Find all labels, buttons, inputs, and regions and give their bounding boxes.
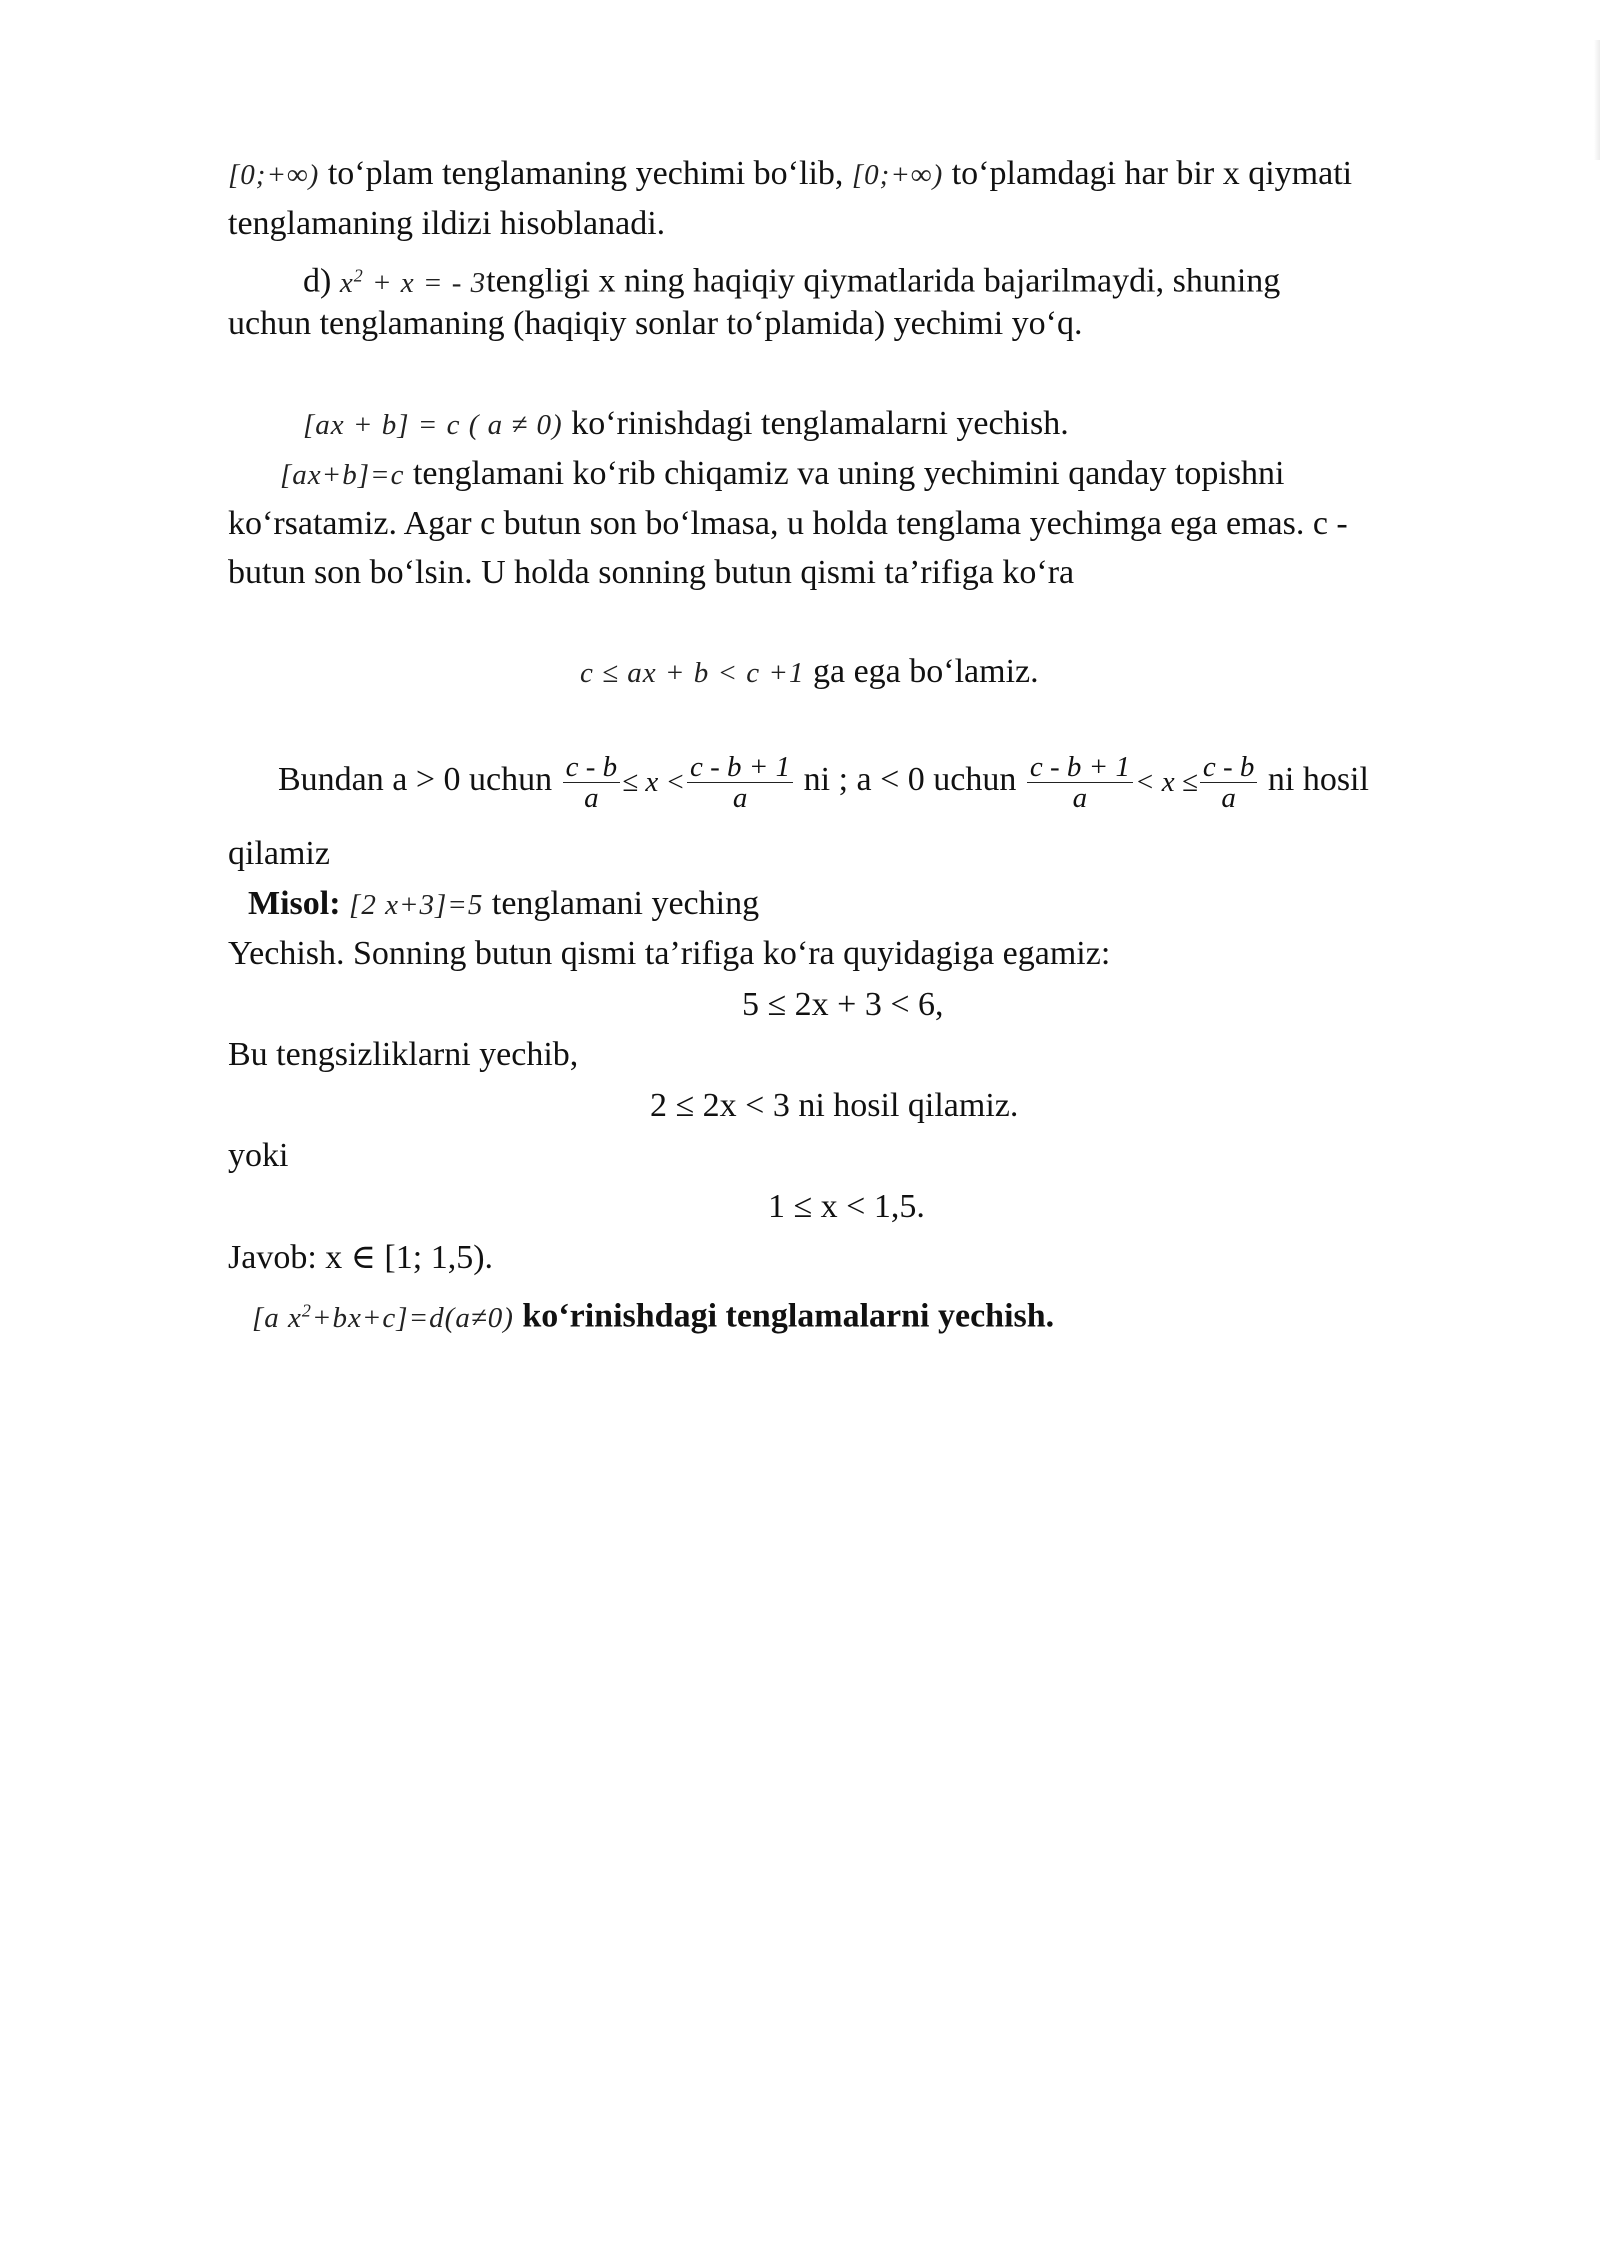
numerator: c - b bbox=[1200, 752, 1258, 783]
interval-formula: [0;+∞) bbox=[851, 159, 944, 191]
inline-formula: [ax+b]=c bbox=[280, 459, 405, 491]
relation: ≤ x < bbox=[622, 766, 686, 799]
answer-line: Javob: x ∈ [1; 1,5). bbox=[228, 1239, 494, 1276]
fraction-1 bbox=[563, 752, 621, 813]
heading-formula bbox=[252, 1302, 514, 1334]
denominator: a bbox=[1221, 781, 1236, 814]
formula-part: +bx+c]=d(a≠0) bbox=[311, 1301, 514, 1334]
exponent: 2 bbox=[353, 265, 364, 285]
text: to‘plam tenglamaning yechimi bo‘lib, bbox=[327, 155, 844, 192]
denominator: a bbox=[584, 781, 599, 814]
paragraph-1-line-1 bbox=[228, 154, 1352, 195]
numerator: c - b + 1 bbox=[1027, 752, 1133, 783]
numerator: c - b + 1 bbox=[687, 752, 793, 783]
section-heading-1 bbox=[303, 404, 1069, 445]
numerator: c - b bbox=[563, 752, 621, 783]
fraction-3 bbox=[1027, 752, 1133, 813]
solution-line-3: yoki bbox=[228, 1137, 289, 1174]
text: tenglamani yeching bbox=[491, 885, 760, 922]
solution-inequality-c: 1 ≤ x < 1,5. bbox=[768, 1188, 925, 1225]
paragraph-2-line-1 bbox=[303, 255, 1280, 303]
text: to‘plamdagi har bir x qiymati bbox=[951, 155, 1353, 192]
item-label: d) bbox=[303, 262, 332, 300]
heading-text: ko‘rinishdagi tenglamalarni yechish. bbox=[571, 405, 1069, 442]
paragraph-1-line-2: tenglamaning ildizi hisoblanadi. bbox=[228, 205, 666, 242]
section-heading-2 bbox=[252, 1290, 1054, 1338]
solution-inequality-b: 2 ≤ 2x < 3 ni hosil qilamiz. bbox=[650, 1087, 1019, 1124]
heading-text: ko‘rinishdagi tenglamalarni yechish. bbox=[522, 1297, 1055, 1335]
denominator: a bbox=[1072, 781, 1088, 814]
denominator: a bbox=[732, 781, 748, 814]
heading-formula: [ax + b] = c ( a ≠ 0) bbox=[303, 409, 563, 441]
exponent: 2 bbox=[301, 1300, 312, 1320]
paragraph-4-line-1 bbox=[278, 750, 1369, 813]
text: Bundan a > 0 uchun bbox=[278, 761, 553, 798]
relation: < x ≤ bbox=[1134, 766, 1198, 799]
example-formula: [2 x+3]=5 bbox=[349, 889, 484, 921]
paragraph-3-line-1 bbox=[280, 454, 1284, 495]
example-label: Misol: bbox=[248, 885, 341, 922]
paragraph-3-line-2: ko‘rsatamiz. Agar c butun son bo‘lmasa, u holda tenglama yechimga ega emas. c - bbox=[228, 505, 1348, 542]
fraction-4 bbox=[1200, 752, 1258, 813]
inequality-line bbox=[580, 652, 1039, 693]
equation bbox=[340, 267, 486, 299]
variable: x bbox=[339, 266, 354, 299]
inequality-formula: c ≤ ax + b < c +1 bbox=[580, 657, 805, 689]
paragraph-2-line-2: uchun tenglamaning (haqiqiy sonlar to‘plamida) yechimi yo‘q. bbox=[228, 305, 1083, 342]
paragraph-4-line-2: qilamiz bbox=[228, 835, 330, 872]
interval-formula: [0;+∞) bbox=[228, 159, 320, 191]
formula-part: [a x bbox=[252, 1301, 302, 1334]
solution-inequality-a: 5 ≤ 2x + 3 < 6, bbox=[742, 986, 944, 1023]
paragraph-3-line-3: butun son bo‘lsin. U holda sonning butun qismi ta’rifiga ko‘ra bbox=[228, 554, 1075, 591]
equation-rest: + x = - 3 bbox=[363, 266, 487, 299]
example-line bbox=[248, 884, 759, 925]
text: tenglamani ko‘rib chiqamiz va uning yechimini qanday topishni bbox=[412, 455, 1285, 492]
solution-line-2: Bu tengsizliklarni yechib, bbox=[228, 1036, 579, 1073]
text: tengligi x ning haqiqiy qiymatlarida bajarilmaydi, shuning bbox=[486, 262, 1281, 300]
text: ni ; a < 0 uchun bbox=[803, 761, 1017, 798]
page-edge-shadow bbox=[1594, 40, 1600, 160]
solution-line-1: Yechish. Sonning butun qismi ta’rifiga ko‘ra quyidagiga egamiz: bbox=[228, 935, 1111, 972]
fraction-2 bbox=[687, 752, 793, 813]
text: ni hosil bbox=[1267, 761, 1369, 798]
text: ga ega bo‘lamiz. bbox=[813, 653, 1039, 690]
